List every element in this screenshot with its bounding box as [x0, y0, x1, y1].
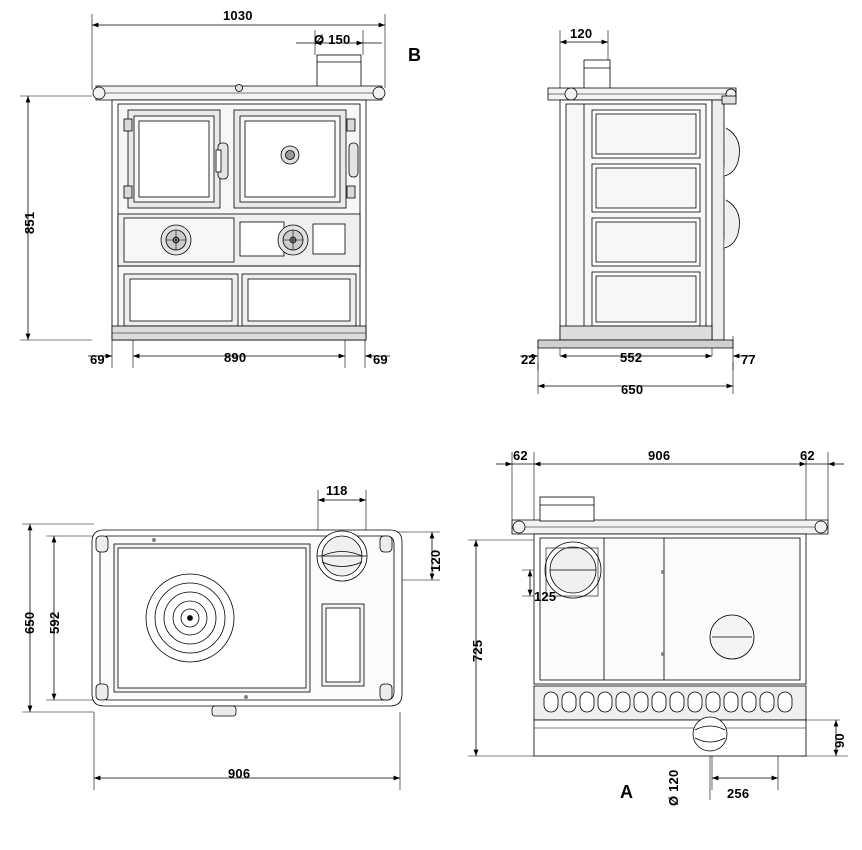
side-flue-offset-dim: 120 — [570, 26, 593, 41]
view-marker-b: B — [408, 45, 421, 65]
section-outlet-diameter-dim: Ø 120 — [666, 769, 681, 806]
front-left-offset-dim: 69 — [90, 352, 105, 367]
top-inner-depth-dim: 592 — [47, 611, 62, 634]
section-outlet-offset-dim: 256 — [727, 786, 750, 801]
view-marker-a: A — [620, 782, 633, 802]
section-flue-center-dim: 125 — [534, 589, 557, 604]
side-front-offset-dim: 77 — [741, 352, 756, 367]
section-base-height-dim: 90 — [832, 733, 847, 748]
section-left-offset-dim: 62 — [513, 448, 528, 463]
side-back-offset-dim: 22 — [521, 352, 536, 367]
section-height-dim: 725 — [470, 639, 485, 662]
top-view-geometry — [22, 490, 440, 790]
top-overall-width-dim: 906 — [228, 766, 251, 781]
front-flue-diameter-dim: Ø 150 — [314, 32, 351, 47]
section-overall-width-dim: 906 — [648, 448, 671, 463]
top-plate-depth-dim: 120 — [428, 549, 443, 572]
front-body-width-dim: 890 — [224, 350, 247, 365]
top-plate-width-dim: 118 — [326, 483, 348, 498]
side-view-geometry — [520, 30, 752, 394]
front-right-offset-dim: 69 — [373, 352, 388, 367]
front-overall-height-dim: 851 — [22, 211, 37, 234]
section-view-geometry — [468, 452, 848, 800]
section-right-offset-dim: 62 — [800, 448, 815, 463]
side-body-depth-dim: 552 — [620, 350, 643, 365]
side-overall-depth-dim: 650 — [621, 382, 644, 397]
front-view-geometry — [20, 14, 390, 368]
top-overall-depth-dim: 650 — [22, 611, 37, 634]
front-overall-width-dim: 1030 — [223, 8, 253, 23]
